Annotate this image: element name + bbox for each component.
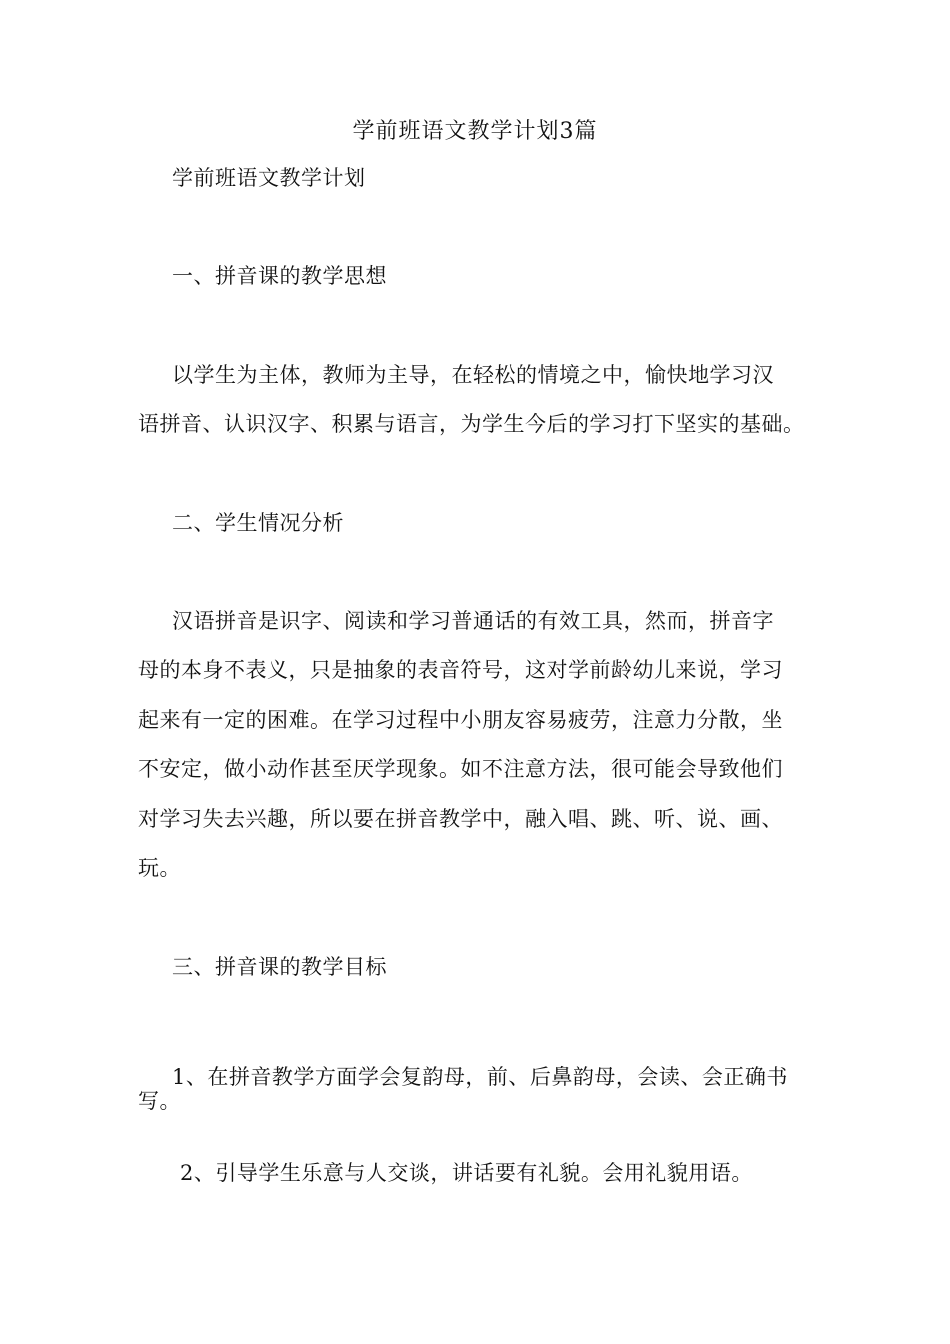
paragraph-line: 起来有一定的困难。在学习过程中小朋友容易疲劳，注意力分散，坐 xyxy=(138,708,783,732)
paragraph-line: 玩。 xyxy=(138,856,181,880)
section-heading-student-analysis: 二、学生情况分析 xyxy=(172,511,344,535)
document-title: 学前班语文教学计划3篇 xyxy=(352,119,598,144)
paragraph-line: 以学生为主体，教师为主导，在轻松的情境之中，愉快地学习汉 xyxy=(172,363,774,387)
goal-item-2: 2、引导学生乐意与人交谈，讲话要有礼貌。会用礼貌用语。 xyxy=(180,1161,753,1185)
goal-item-1-line: 写。 xyxy=(138,1089,181,1113)
paragraph-line: 不安定，做小动作甚至厌学现象。如不注意方法，很可能会导致他们 xyxy=(138,757,783,781)
goal-item-1-line: 1、在拼音教学方面学会复韵母，前、后鼻韵母，会读、会正确书 xyxy=(172,1065,788,1089)
section-heading-teaching-goals: 三、拼音课的教学目标 xyxy=(172,955,387,979)
paragraph-line: 母的本身不表义，只是抽象的表音符号，这对学前龄幼儿来说，学习 xyxy=(138,658,783,682)
paragraph-line: 对学习失去兴趣，所以要在拼音教学中，融入唱、跳、听、说、画、 xyxy=(138,807,783,831)
document-subtitle: 学前班语文教学计划 xyxy=(172,166,366,190)
section-heading-teaching-philosophy: 一、拼音课的教学思想 xyxy=(172,264,387,288)
paragraph-line: 汉语拼音是识字、阅读和学习普通话的有效工具，然而，拼音字 xyxy=(172,609,774,633)
paragraph-line: 语拼音、认识汉字、积累与语言，为学生今后的学习打下坚实的基础。 xyxy=(138,412,805,436)
